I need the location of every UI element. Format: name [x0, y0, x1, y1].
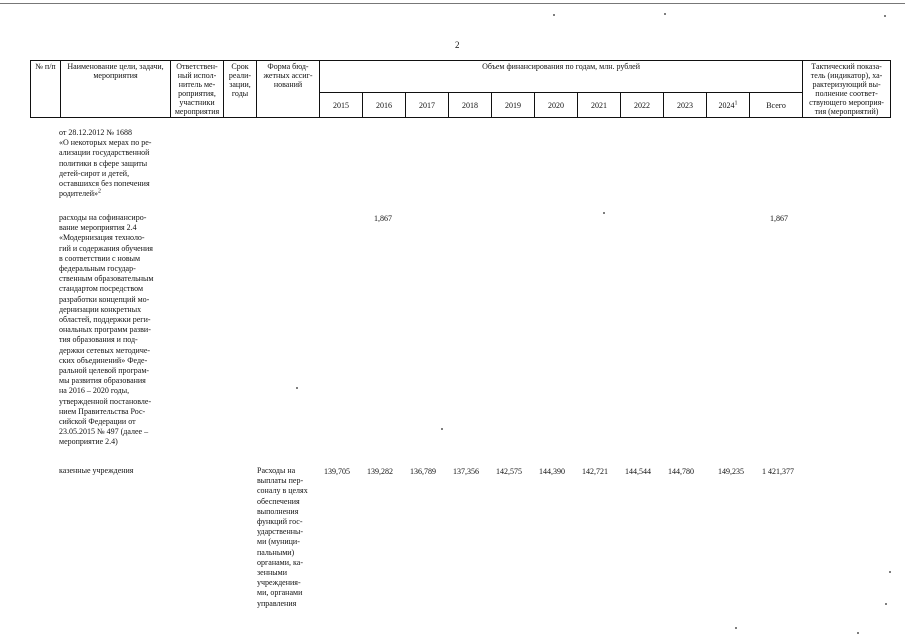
scan-speck: [885, 603, 887, 605]
row-3-value: 136,789: [410, 467, 436, 476]
row-2-name: расходы на софинансиро- вание мероприятия 2.4 «Модернизация техноло- гий и содержания обучения в соответствии с новым федеральным государ- ственным образовательным стандартом посредством разработки концепций мо- дернизации конкретных областей, поддержки реги- ональных программ разви- тия образования и под- держки сетевых методиче- ских объединений» Феде- ральной целевой програм- мы развития образования на 2016 – 2020 годы, утвержденной постановле- нием Правительства Рос- сийской Федерации от 23.05.2015 № 497 (далее – мероприятие 2.4): [59, 213, 154, 447]
header-year: 2015: [320, 93, 363, 118]
header-responsible: Ответствен-ный испол-нитель ме-роприятия, участники мероприятия: [171, 61, 224, 118]
scan-speck: [441, 428, 443, 430]
header-year: 2022: [621, 93, 664, 118]
row-2-total: 1,867: [770, 214, 788, 223]
row-3-value: 144,390: [539, 467, 565, 476]
row-3-value: 144,544: [625, 467, 651, 476]
scan-speck: [664, 13, 666, 15]
row-3-form: Расходы на выплаты пер- соналу в целях обеспечения выполнения функций гос- ударственны- ми (муници- пальными) органами, ка- зенными учреждения- ми, органами управления: [257, 466, 308, 608]
scan-speck: [884, 15, 886, 17]
row-3-value: 137,356: [453, 467, 479, 476]
year-2024-label: 2024: [718, 100, 735, 110]
row-3-name: казенные учреждения: [59, 466, 134, 475]
header-name: Наименование цели, задачи, мероприятия: [61, 61, 171, 118]
row-3-value: 142,721: [582, 467, 608, 476]
header-indicator: Тактический показа-тель (индикатор), ха-рактеризующий вы-полнение соответ-ствующего мероприя-тия (мероприятий): [803, 61, 891, 118]
row-3-total: 1 421,377: [762, 467, 794, 476]
top-rule: [0, 3, 905, 4]
row-3-value: 149,235: [718, 467, 744, 476]
scan-speck: [603, 212, 605, 214]
scan-speck: [735, 627, 737, 629]
row-3-value: 144,780: [668, 467, 694, 476]
row-3-value: 142,575: [496, 467, 522, 476]
header-term: Срок реали-зации, годы: [224, 61, 257, 118]
row-3-value: 139,705: [324, 467, 350, 476]
header-table: [30, 60, 891, 118]
header-year: 2018: [449, 93, 492, 118]
row-1-name: [59, 128, 171, 199]
header-year: 2021: [578, 93, 621, 118]
header-year-2024: [707, 93, 750, 118]
header-form: Форма бюд-жетных ассиг-нований: [257, 61, 320, 118]
header-year: 2019: [492, 93, 535, 118]
header-year: 2023: [664, 93, 707, 118]
header-num: № п/п: [31, 61, 61, 118]
header-year: 2017: [406, 93, 449, 118]
header-year: 2020: [535, 93, 578, 118]
footnote-mark: 2: [98, 188, 101, 195]
scan-speck: [296, 387, 298, 389]
scan-speck: [857, 632, 859, 634]
scan-speck: [889, 571, 891, 573]
header-year: 2016: [363, 93, 406, 118]
row-2-value-2016: 1,867: [374, 214, 392, 223]
header-total: Всего: [750, 93, 803, 118]
footnote-mark: 1: [734, 99, 738, 106]
row-1-name-text: от 28.12.2012 № 1688 «О некоторых мерах по ре- ализации государственной политики в сфере защиты детей-сирот и детей, оставшихся без попечения родителей»: [59, 128, 152, 199]
header-funding: Объем финансирования по годам, млн. рублей: [320, 61, 803, 93]
page-number: 2: [455, 40, 460, 50]
scan-speck: [553, 14, 555, 16]
row-3-value: 139,282: [367, 467, 393, 476]
